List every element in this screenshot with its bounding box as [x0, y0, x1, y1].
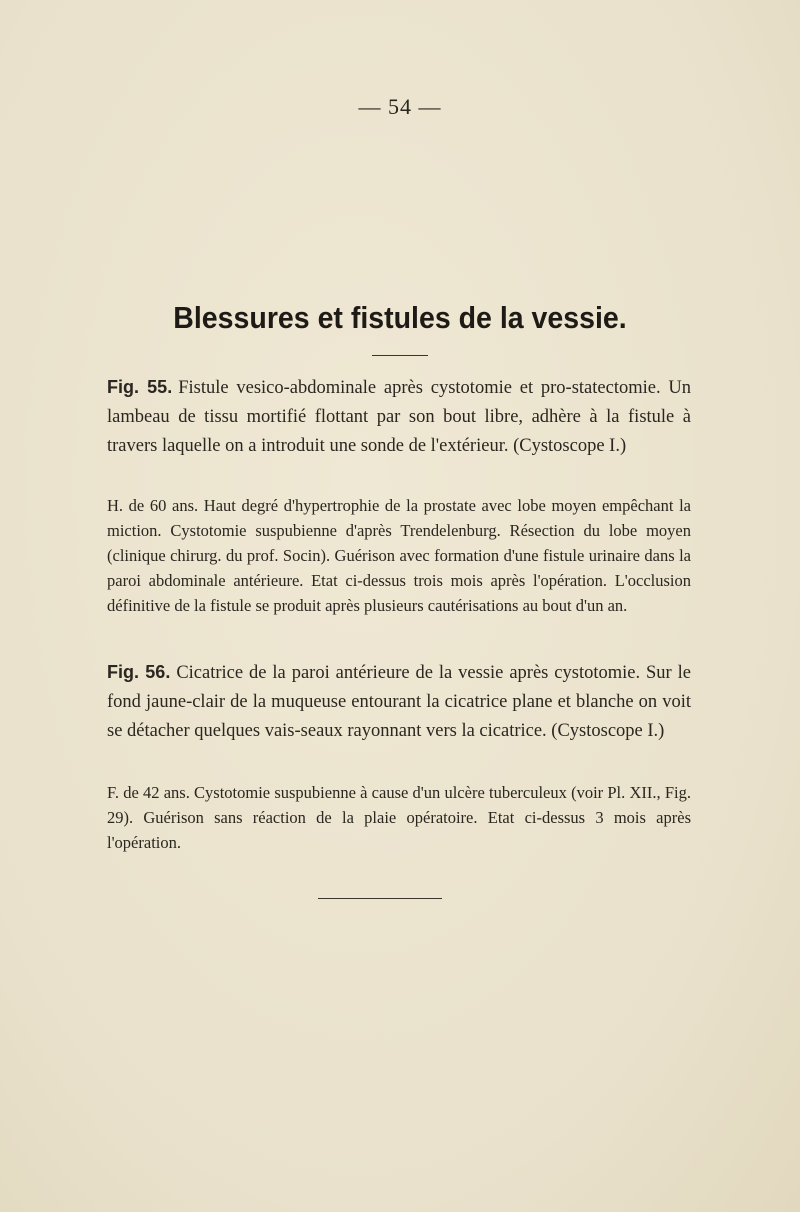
figure-55-case-text: H. de 60 ans. Haut degré d'hypertrophie de la prostate avec lobe moyen empêchant la miction. Cystotomie suspubienne d'après Trendelenburg. Résection du lobe moyen (clinique chirurg. du prof. Socin). Guérison avec formation d'une fistule urinaire dans la paroi abdominale antérieure. Etat ci-dessus trois mois après l'opération. L'occlusion définitive de la fistule se produit après plusieurs cautérisations au bout d'un an. — [107, 496, 691, 615]
end-divider — [318, 898, 442, 899]
figure-56-caption-text: Cicatrice de la paroi antérieure de la vessie après cystotomie. Sur le fond jaune-clair de la muqueuse entourant la cicatrice plane et blanche on voit se détacher quelques vais-seaux rayonnant vers la cicatrice. (Cystoscope I.) — [107, 663, 692, 741]
figure-55-caption — [107, 373, 691, 461]
page-number: — 54 — — [358, 94, 442, 119]
figure-55-caption-text: Fistule vesico-abdominale après cystotomie et pro-statectomie. Un lambeau de tissu mortifié flottant par son bout libre, adhère à la fistule à travers laquelle on a introduit une sonde de l'extérieur. (Cystoscope I.) — [107, 378, 691, 456]
page-title: Blessures et fistules de la vessie. — [173, 300, 627, 335]
figure-56-case-text: F. de 42 ans. Cystotomie suspubienne à cause d'un ulcère tuberculeux (voir Pl. XII., Fig. 29). Guérison sans réaction de la plaie opératoire. Etat ci-dessus 3 mois après l'opération. — [107, 783, 691, 852]
figure-56-caption — [107, 658, 691, 746]
figure-56-case — [107, 780, 691, 855]
figure-55-label: Fig. 55. — [107, 377, 173, 397]
figure-55-case — [107, 493, 691, 618]
title-divider — [372, 355, 428, 356]
figure-56-label: Fig. 56. — [107, 662, 171, 682]
